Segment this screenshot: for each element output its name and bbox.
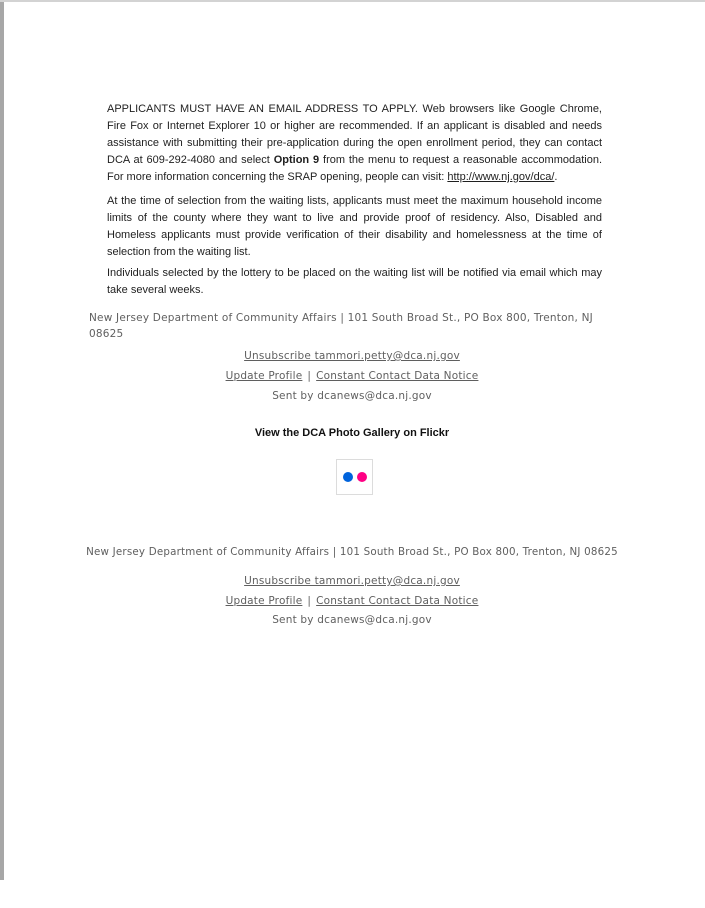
update-profile-link[interactable]: Update Profile	[225, 595, 303, 607]
paragraph-lottery-notification: Individuals selected by the lottery to be placed on the waiting list will be notified via email which may take several weeks.	[107, 267, 602, 296]
page-top-edge	[0, 0, 705, 2]
footer-secondary-address: New Jersey Department of Community Affairs | 101 South Broad St., PO Box 800, Trenton, NJ 08625	[86, 546, 618, 558]
footer-primary-sent-by: Sent by dcanews@dca.nj.gov	[272, 390, 432, 402]
flickr-gallery-title: View the DCA Photo Gallery on Flickr	[254, 427, 450, 439]
page-left-edge	[0, 2, 4, 880]
paragraph-text: .	[554, 171, 558, 183]
footer-secondary-sent-by: Sent by dcanews@dca.nj.gov	[272, 614, 432, 626]
nj-gov-dca-link[interactable]: http://www.nj.gov/dca/	[447, 171, 555, 183]
footer-primary-links-row	[2, 369, 702, 383]
paragraph-apply-instructions	[107, 101, 602, 186]
paragraph-income-limits: At the time of selection from the waiting lists, applicants must meet the maximum household income limits of the county where they want to live and provide proof of residency. Also, Disabled and Homeless applicants must provide verification of their disability and homelessness at the time of selection from the waiting list.	[107, 195, 602, 258]
address-line-1: New Jersey Department of Community Affairs | 101 South Broad St., PO Box 800, Trenton, NJ	[89, 312, 593, 324]
paragraph-text: APPLICANTS MUST HAVE AN EMAIL ADDRESS TO APPLY. Web browsers like Google Chrome, Fire Fox or Internet Explorer 10 or higher are recommended. If an applicant is disabled and needs assistance with submitting their pre-application during the open enrollment period, they can contact DCA at 609-292-4080 and select	[107, 103, 602, 166]
footer-secondary-links-row	[2, 594, 702, 608]
link-separator: |	[307, 370, 312, 382]
address-line-2: 08625	[89, 328, 124, 340]
unsubscribe-link[interactable]: Unsubscribe tammori.petty@dca.nj.gov	[244, 350, 460, 362]
option-9-bold-text: Option 9	[273, 154, 320, 166]
constant-contact-data-notice-link[interactable]: Constant Contact Data Notice	[316, 370, 479, 382]
footer-primary-address	[89, 310, 619, 342]
unsubscribe-link[interactable]: Unsubscribe tammori.petty@dca.nj.gov	[244, 575, 460, 587]
flickr-pink-dot	[357, 472, 367, 482]
paragraph-text: from the menu to request a reasonable accommodation. For more information concerning the SRAP opening, people can visit:	[107, 154, 602, 183]
link-separator: |	[307, 595, 312, 607]
footer-secondary-unsubscribe-row	[2, 574, 702, 588]
flickr-icon[interactable]	[336, 459, 373, 495]
update-profile-link[interactable]: Update Profile	[225, 370, 303, 382]
constant-contact-data-notice-link[interactable]: Constant Contact Data Notice	[316, 595, 479, 607]
footer-primary-unsubscribe-row	[2, 349, 702, 363]
flickr-blue-dot	[343, 472, 353, 482]
